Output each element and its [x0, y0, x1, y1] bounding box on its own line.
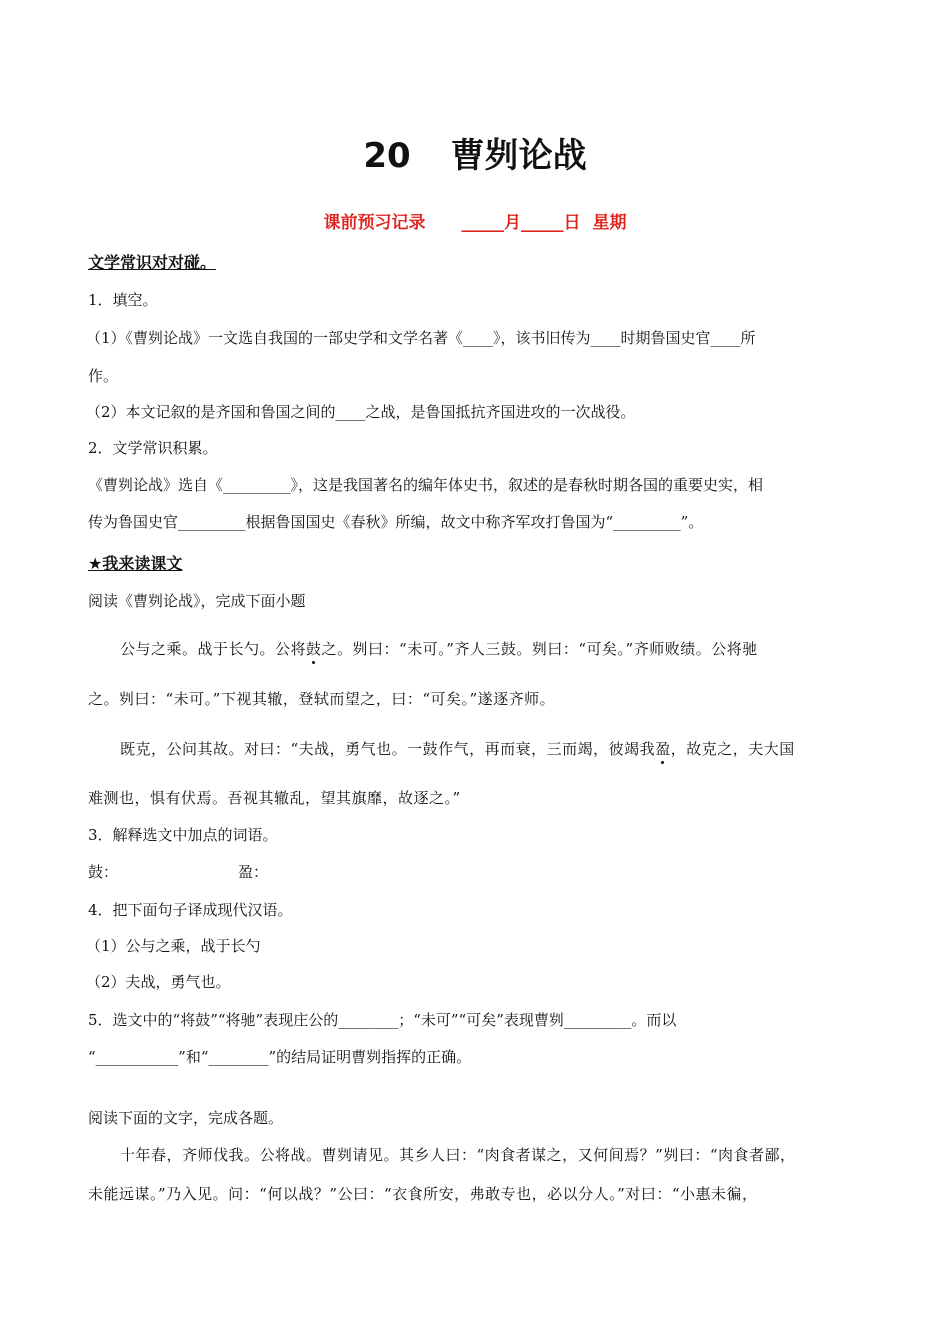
- question-1-part-1: （1）《曹刿论战》一文选自我国的一部史学和文学名著《____》，该书旧传为____时期鲁国史官____所: [86, 329, 756, 347]
- question-3-gu-blank: 鼓：: [88, 863, 119, 881]
- question-2-text-cont: 传为鲁国史官_________根据鲁国国史《春秋》所编，故文中称齐军攻打鲁国为“_________”。: [88, 513, 704, 531]
- question-2-text: 《曹刿论战》选自《_________》，这是我国著名的编年体史书，叙述的是春秋时期各国的重要史实，相: [88, 476, 764, 494]
- question-1-part-1-cont: 作。: [88, 367, 119, 385]
- question-1-part-2: （2）本文记叙的是齐国和鲁国之间的____之战，是鲁国抵抗齐国进攻的一次战役。: [86, 403, 636, 421]
- day-blank: _____日: [521, 213, 581, 233]
- classical-paragraph-2-cont: 难测也，惧有伏焉。吾视其辙乱，望其旗靡，故逐之。”: [88, 789, 461, 807]
- weekday-label: 星期: [592, 213, 627, 233]
- preview-label: 课前预习记录: [323, 213, 426, 233]
- classical-paragraph-3: 十年春，齐师伐我。公将战。曹刿请见。其乡人曰：“肉食者谋之，又何间焉？”刿曰：“肉食者鄙，: [120, 1146, 796, 1164]
- classical-paragraph-1-cont: 之。刿曰：“未可。”下视其辙，登轼而望之，曰：“可矣。”遂逐齐师。: [88, 690, 556, 708]
- question-3-ying-blank: 盈：: [238, 863, 269, 881]
- question-1: 1．填空。: [88, 291, 158, 309]
- section-heading-read: ★我来读课文: [88, 554, 183, 573]
- question-3: 3．解释选文中加点的词语。: [88, 826, 278, 844]
- question-5: 5．选文中的“将鼓”“将驰”表现庄公的________；“未可”“可矣”表现曹刿_________。而以: [88, 1011, 677, 1029]
- question-4: 4．把下面句子译成现代汉语。: [88, 901, 293, 919]
- reading-intro-2: 阅读下面的文字，完成各题。: [88, 1109, 284, 1127]
- dotted-word-gu: 鼓: [306, 640, 322, 658]
- classical-paragraph-3-cont: 未能远谋。”乃入见。问：“何以战？”公曰：“衣食所安，弗敢专也，必以分人。”对曰：“小惠未徧，: [88, 1185, 758, 1203]
- question-5-cont: “___________”和“________”的结局证明曹刿指挥的正确。: [88, 1048, 472, 1066]
- month-blank: _____月: [461, 213, 521, 233]
- reading-intro: 阅读《曹刿论战》，完成下面小题: [88, 592, 306, 610]
- page-title: [0, 128, 950, 177]
- preview-record-line: [0, 208, 950, 233]
- question-2: 2．文学常识积累。: [88, 439, 218, 457]
- dotted-word-ying: 盈: [655, 740, 671, 758]
- lesson-number: 20: [363, 136, 411, 176]
- classical-paragraph-1: 公与之乘。战于长勺。公将鼓之。刿曰：“未可。”齐人三鼓。刿曰：“可矣。”齐师败绩。公将驰: [120, 640, 758, 658]
- classical-paragraph-2: 既克，公问其故。对曰：“夫战，勇气也。一鼓作气，再而衰，三而竭，彼竭我盈，故克之，夫大国: [120, 740, 795, 758]
- lesson-title: 曹刿论战: [450, 136, 587, 176]
- section-heading-literature: 文学常识对对碰。: [88, 253, 217, 272]
- question-4-part-1: （1）公与之乘，战于长勺: [86, 937, 261, 955]
- question-4-part-2: （2）夫战，勇气也。: [86, 973, 231, 991]
